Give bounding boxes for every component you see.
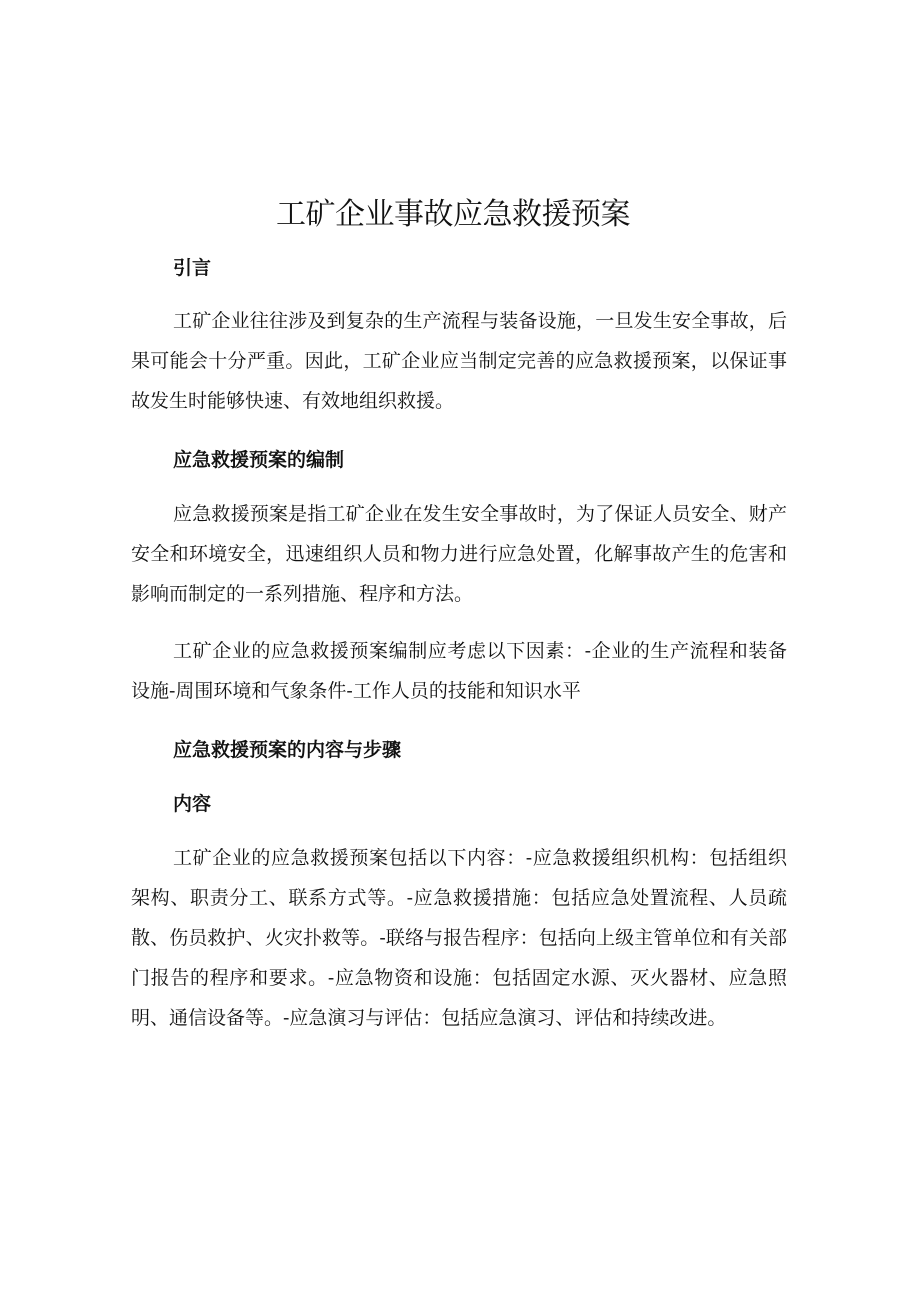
intro-paragraph: 工矿企业往往涉及到复杂的生产流程与装备设施，一旦发生安全事故，后果可能会十分严重。因此，工矿企业应当制定完善的应急救援预案，以保证事故发生时能够快速、有效地组织救援。 [131, 310, 787, 412]
section-heading-content-and-steps: 应急救援预案的内容与步骤 [173, 739, 402, 761]
plan-content-paragraph: 工矿企业的应急救援预案包括以下内容：-应急救援组织机构：包括组织架构、职责分工、联系方式等。-应急救援措施：包括应急处置流程、人员疏散、伤员救护、火灾扑救等。-联络与报告程序：包括向上级主管单位和有关部门报告的程序和要求。-应急物资和设施：包括固定水源、灭火器材、应急照明、通信设备等。-应急演习与评估：包括应急演习、评估和持续改进。 [131, 847, 787, 1029]
section-heading-plan-compilation: 应急救援预案的编制 [173, 449, 345, 471]
document-title: 工矿企业事故应急救援预案 [276, 197, 630, 232]
subsection-heading-content: 内容 [173, 793, 212, 815]
plan-factors-paragraph: 工矿企业的应急救援预案编制应考虑以下因素：-企业的生产流程和装备设施-周围环境和气象条件-工作人员的技能和知识水平 [131, 640, 787, 702]
section-heading-intro: 引言 [173, 257, 212, 279]
plan-definition-paragraph: 应急救援预案是指工矿企业在发生安全事故时，为了保证人员安全、财产安全和环境安全，迅速组织人员和物力进行应急处置，化解事故产生的危害和影响而制定的一系列措施、程序和方法。 [131, 503, 787, 605]
